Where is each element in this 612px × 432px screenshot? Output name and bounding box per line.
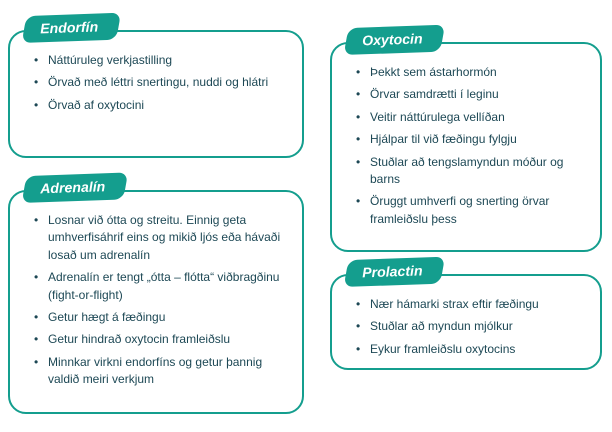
bullet-item: • Stuðlar að myndun mjólkur xyxy=(356,318,588,335)
bullet-item: • Stuðlar að tengslamyndun móður og barns xyxy=(356,154,588,189)
card-endorfin-tab xyxy=(22,13,121,43)
bullet-item: • Eykur framleiðslu oxytocins xyxy=(356,341,588,358)
bullet-item: • Minnkar virkni endorfíns og getur þannig valdið meiri verkjum xyxy=(34,354,290,389)
bullet-item: • Hjálpar til við fæðingu fylgju xyxy=(356,131,588,148)
bullet-item: • Getur hindrað oxytocin framleiðslu xyxy=(34,331,290,348)
bullet-item: • Örvar samdrætti í leginu xyxy=(356,86,588,103)
bullet-item: • Þekkt sem ástarhormón xyxy=(356,64,588,81)
card-adrenalin-title: Adrenalín xyxy=(39,178,106,197)
card-oxytocin xyxy=(330,30,602,252)
card-oxytocin-tab xyxy=(344,25,445,55)
card-endorfin xyxy=(8,18,304,158)
card-prolactin-title: Prolactin xyxy=(361,262,423,281)
card-adrenalin-tab xyxy=(22,172,128,202)
card-endorfin-title: Endorfín xyxy=(39,18,99,37)
bullet-item: • Náttúruleg verkjastilling xyxy=(34,52,290,69)
card-prolactin-tab xyxy=(344,257,445,287)
card-adrenalin xyxy=(8,178,304,414)
bullet-item: • Getur hægt á fæðingu xyxy=(34,309,290,326)
card-oxytocin-list xyxy=(346,64,588,228)
bullet-item: • Veitir náttúrulega vellíðan xyxy=(356,109,588,126)
bullet-item: • Losnar við ótta og streitu. Einnig geta umhverfisáhrif eins og mikið ljós eða hávaði losað um adrenalín xyxy=(34,212,290,264)
card-endorfin-list xyxy=(24,52,290,114)
card-prolactin xyxy=(330,262,602,370)
bullet-item: • Öruggt umhverfi og snerting örvar framleiðslu þess xyxy=(356,193,588,228)
card-oxytocin-title: Oxytocin xyxy=(361,30,423,49)
bullet-item: • Nær hámarki strax eftir fæðingu xyxy=(356,296,588,313)
bullet-item: • Örvað með léttri snertingu, nuddi og hlátri xyxy=(34,74,290,91)
card-adrenalin-list xyxy=(24,212,290,389)
card-prolactin-list xyxy=(346,296,588,358)
bullet-item: • Örvað af oxytocini xyxy=(34,97,290,114)
bullet-item: • Adrenalín er tengt „ótta – flótta“ viðbragðinu (fight-or-flight) xyxy=(34,269,290,304)
